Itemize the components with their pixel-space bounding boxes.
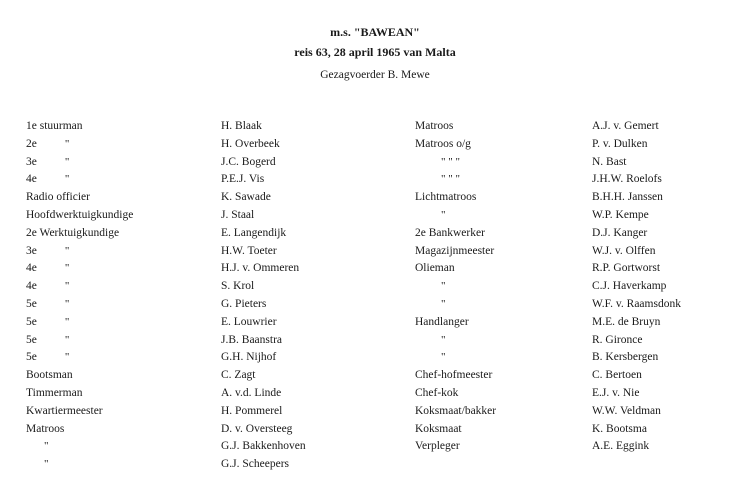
crew-member-name: B. Kersbergen [592, 351, 659, 364]
crew-member-name: H.J. v. Ommeren [221, 262, 300, 275]
ditto-mark: " [441, 333, 446, 346]
crew-member-name: B.H.H. Janssen [592, 191, 663, 204]
crew-rank [415, 278, 496, 296]
rank-label: 3e [26, 244, 37, 257]
ditto-mark: " " " [441, 155, 460, 168]
rank-label: Lichtmatroos [415, 191, 477, 204]
crew-rank [26, 225, 133, 243]
crew-member-name: M.E. de Bruyn [592, 315, 661, 328]
crew-rank [415, 171, 496, 189]
rank-label: Magazijnmeester [415, 244, 495, 257]
crew-rank [415, 189, 496, 207]
crew-rank [26, 189, 133, 207]
crew-member-name: C.J. Haverkamp [592, 280, 667, 293]
crew-rank [26, 385, 133, 403]
crew-member-name: K. Sawade [221, 191, 271, 204]
rank-label: Kwartiermeester [26, 404, 103, 417]
crew-rank [415, 367, 496, 385]
ditto-mark: " [64, 244, 70, 257]
crew-rank [26, 367, 133, 385]
captain-line: Gezagvoerder B. Mewe [320, 69, 430, 81]
crew-rank [26, 243, 133, 261]
crew-rank [415, 136, 496, 154]
crew-member-name: E.J. v. Nie [592, 386, 640, 399]
rank-label: Bootsman [26, 369, 73, 382]
crew-member-name: R.P. Gortworst [592, 262, 661, 275]
rank-label: Timmerman [26, 386, 83, 399]
ditto-mark: " [64, 262, 70, 275]
crew-rank [415, 438, 496, 456]
ditto-mark: " [64, 137, 70, 150]
rank-label: Radio officier [26, 191, 90, 204]
crew-rank [415, 260, 496, 278]
crew-rank [415, 314, 496, 332]
ditto-mark: " [441, 280, 446, 293]
crew-rank [26, 296, 133, 314]
ditto-mark: " [44, 458, 49, 471]
crew-member-name: E. Langendijk [221, 226, 287, 239]
ship-name: m.s. "BAWEAN" [330, 25, 420, 39]
ditto-mark: " [64, 333, 70, 346]
crew-member-name: H. Overbeek [221, 137, 280, 150]
ditto-mark: " [64, 315, 70, 328]
ditto-mark: " [64, 351, 70, 364]
ditto-mark: " [64, 280, 70, 293]
rank-label: 5e [26, 351, 37, 364]
ditto-mark: " [64, 155, 70, 168]
rank-label: Koksmaat [415, 422, 462, 435]
rank-label: Handlanger [415, 315, 469, 328]
rank-label: Chef-hofmeester [415, 369, 493, 382]
crew-rank [415, 225, 496, 243]
crew-rank [26, 403, 133, 421]
crew-member-name: W.J. v. Olffen [592, 244, 656, 257]
crew-rank [26, 421, 133, 439]
crew-member-name: A.J. v. Gemert [592, 120, 659, 132]
crew-rank [26, 332, 133, 350]
crew-member-name: C. Bertoen [592, 369, 642, 382]
crew-member-name: H. Blaak [221, 120, 262, 132]
crew-rank [415, 154, 496, 172]
crew-rank [415, 421, 496, 439]
ditto-mark: " [441, 297, 446, 310]
crew-member-name: D.J. Kanger [592, 226, 648, 239]
crew-rank [415, 243, 496, 261]
crew-rank [415, 385, 496, 403]
ditto-mark: " " " [441, 173, 460, 186]
left-name-column [221, 118, 306, 474]
crew-member-name: A.E. Eggink [592, 440, 650, 453]
crew-member-name: S. Krol [221, 280, 255, 293]
crew-rank [26, 154, 133, 172]
rank-label: 5e [26, 333, 37, 346]
crew-rank [26, 171, 133, 189]
rank-label: 5e [26, 297, 37, 310]
crew-member-name: J.H.W. Roelofs [592, 173, 662, 186]
crew-member-name: N. Bast [592, 155, 627, 168]
crew-rank [415, 118, 496, 136]
left-rank-column [26, 118, 133, 474]
crew-member-name: A. v.d. Linde [221, 386, 282, 399]
right-name-column [592, 118, 681, 456]
crew-rank [26, 136, 133, 154]
crew-rank [26, 349, 133, 367]
rank-label: 4e [26, 280, 37, 293]
rank-label: Verpleger [415, 440, 460, 453]
rank-label: Olieman [415, 262, 455, 275]
crew-member-name: E. Louwrier [221, 315, 277, 328]
rank-label: 5e [26, 315, 37, 328]
crew-member-name: C. Zagt [221, 369, 256, 382]
ditto-mark: " [441, 351, 446, 364]
crew-rank [26, 118, 133, 136]
crew-member-name: G. Pieters [221, 297, 267, 310]
crew-rank [415, 349, 496, 367]
crew-member-name: W.F. v. Raamsdonk [592, 297, 681, 310]
crew-member-name: K. Bootsma [592, 422, 647, 435]
crew-member-name: H.W. Toeter [221, 244, 277, 257]
crew-rank [26, 278, 133, 296]
crew-member-name: J. Staal [221, 208, 255, 221]
crew-member-name: G.H. Nijhof [221, 351, 277, 364]
crew-rank [415, 296, 496, 314]
crew-member-name: J.B. Baanstra [221, 333, 283, 346]
rank-label: Koksmaat/bakker [415, 404, 497, 417]
ditto-mark: " [441, 208, 446, 221]
rank-label: Chef-kok [415, 386, 459, 399]
right-rank-column [415, 118, 496, 456]
rank-label: 4e [26, 262, 37, 275]
crew-rank [415, 403, 496, 421]
crew-rank [415, 207, 496, 225]
rank-label: 2e [26, 137, 37, 150]
crew-member-name: D. v. Oversteeg [221, 422, 293, 435]
crew-rank [415, 332, 496, 350]
crew-member-name: H. Pommerel [221, 404, 283, 417]
ditto-mark: " [44, 440, 49, 453]
crew-member-name: W.W. Veldman [592, 404, 661, 417]
crew-member-name: R. Gironce [592, 333, 643, 346]
crew-member-name: G.J. Scheepers [221, 458, 290, 471]
crew-rank [26, 438, 133, 456]
crew-rank [26, 207, 133, 225]
rank-label: 1e stuurman [26, 120, 83, 132]
voyage-line: reis 63, 28 april 1965 van Malta [294, 45, 456, 59]
crew-member-name: J.C. Bogerd [221, 155, 276, 168]
crew-rank [26, 260, 133, 278]
crew-rank [26, 314, 133, 332]
crew-rank [26, 456, 133, 474]
rank-label: 2e Bankwerker [415, 226, 485, 239]
rank-label: Matroos o/g [415, 137, 471, 150]
ditto-mark: " [64, 297, 70, 310]
crew-member-name: P.E.J. Vis [221, 173, 265, 186]
rank-label: 2e Werktuigkundige [26, 226, 120, 239]
crew-member-name: G.J. Bakkenhoven [221, 440, 306, 453]
ditto-mark: " [64, 173, 70, 186]
rank-label: Hoofdwerktuigkundige [26, 208, 134, 221]
rank-label: 3e [26, 155, 37, 168]
rank-label: Matroos [26, 422, 65, 435]
crew-member-name: P. v. Dulken [592, 137, 648, 150]
rank-label: 4e [26, 173, 37, 186]
crew-member-name: W.P. Kempe [592, 208, 649, 221]
rank-label: Matroos [415, 120, 454, 132]
